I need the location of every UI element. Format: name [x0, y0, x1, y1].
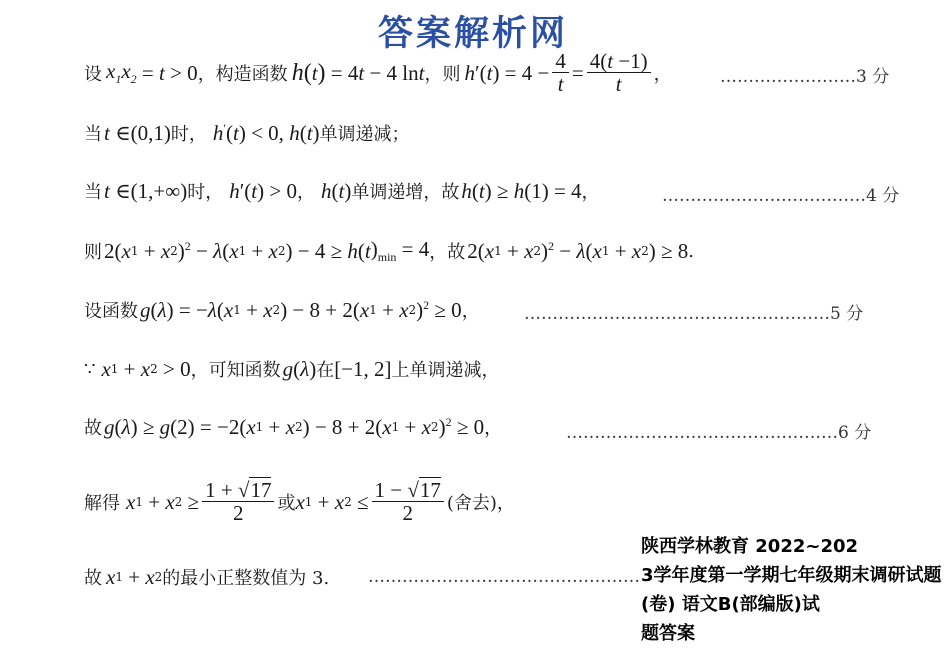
caption-overlay: 陕西学林教育 2022~202 3学年度第一学期七年级期末调研试题(卷) 语文B(部编版)试 题答案 [641, 536, 942, 644]
solution-line-5: 设函数 g ( λ ) = − λ ( x 1 + x 2 ) − 8 + 2( x 1 + x 2 )$^2$ ≥ 0 ， [84, 297, 480, 322]
score-marker-6: …………………………………………6 分 [566, 423, 872, 443]
solution-line-7: 故 g ( λ ) ≥ g (2) = −2( x 1 + x 2 ) − 8 + 2( x 1 + x 2 )$^2$ ≥ 0 ， [84, 414, 503, 439]
watermark-title: 答案解析网 [378, 13, 569, 54]
score-marker-4: ………………………………4 分 [662, 186, 900, 206]
solution-line-1: 设 $x_1x_2$ = t > 0 ，构造函数 h ( t ) = 4 t − 4 ln t ，则 h ′( t ) = 4 − $\frac{4}{t}$ = $\frac{4(t -1)}{t}$ ， [84, 48, 672, 96]
score-marker-final: ………………………………………… [368, 567, 640, 587]
solution-line-3: 当 t ∈(1,+∞) 时， h ′( t ) > 0 ， h ( t ) 单调递增，故 h ( t ) ≥ h (1) = 4 ， [84, 178, 600, 203]
score-marker-3: ……………………3 分 [720, 67, 890, 87]
solution-line-2: 当 t ∈(0,1) 时， h ′( t ) < 0, h ( t ) 单调递减； [84, 120, 410, 145]
solution-line-4: 则 2( x 1 + x 2 )$^2$ − λ ( x 1 + x 2 ) − 4 ≥ h ( t )$_{min} = 4$ ，故 2( x 1 + x 2 )$^2$ − λ ( x 1 + x 2 ) ≥ 8 . [84, 236, 695, 265]
solution-line-8: 解得 x 1 + x 2 ≥ $\frac{1 + √17}{2}$ 或 x 1 + x 2 ≤ $\frac{1 - √17}{2}$ (舍去)， [84, 477, 515, 525]
solution-line-6: ∵ x 1 + x 2 > 0 ，可知函数 g ( λ ) 在 [−1, 2] 上单调递减， [84, 356, 500, 381]
solution-line-9: 故 x 1 + x 2 的最小正整数值为 3. [84, 564, 330, 589]
score-marker-5: ………………………………………………5 分 [524, 304, 864, 324]
